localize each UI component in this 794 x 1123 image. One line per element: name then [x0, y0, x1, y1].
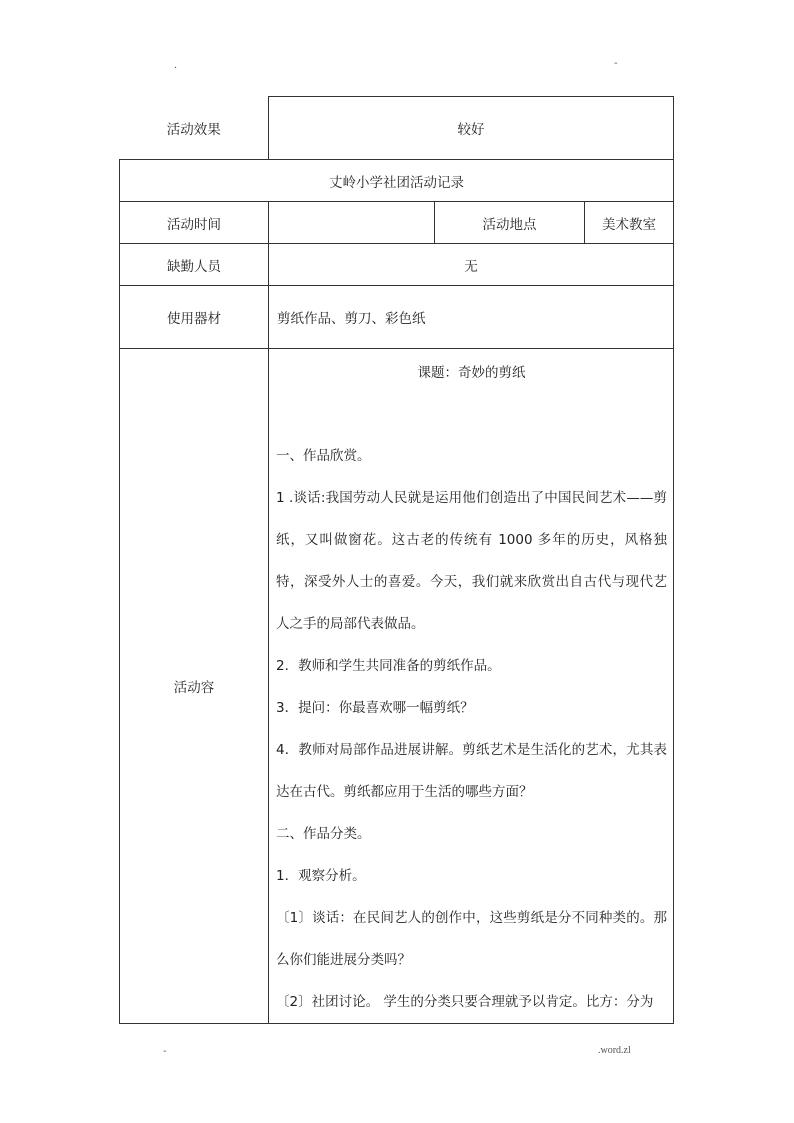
- paragraph: 3．提问：你最喜欢哪一幅剪纸？: [276, 700, 474, 716]
- place-label: 活动地点: [435, 202, 585, 244]
- place-value: 美术教室: [585, 202, 674, 244]
- content-body: [276, 363, 667, 1023]
- paragraph: 1 .谈话:我国劳动人民就是运用他们创造出了中国民间艺术——剪纸，又叫做窗花。这古老的传统有 1000 多年的历史，风格独特，深受外人士的喜爱。今天，我们就来欣赏出自古代与现代艺人之手的局部代表做品。: [276, 490, 668, 632]
- effect-label: 活动效果: [120, 97, 269, 160]
- absent-value: 无: [269, 244, 674, 286]
- content-label: 活动容: [120, 349, 269, 1024]
- time-value: [269, 202, 435, 244]
- header-right-mark: -: [614, 58, 618, 69]
- effect-value: 较好: [269, 97, 674, 160]
- footer-left-mark: -: [163, 1046, 167, 1057]
- time-label: 活动时间: [120, 202, 269, 244]
- paragraph: 1．观察分析。: [276, 868, 366, 884]
- paragraph: 〔1〕谈话：在民间艺人的创作中，这些剪纸是分不同种类的。那么你们能进展分类吗？: [276, 910, 668, 968]
- equipment-value: 剪纸作品、剪刀、彩色纸: [269, 286, 674, 349]
- paragraph: 二、作品分类。: [276, 826, 371, 842]
- paragraph: 2．教师和学生共同准备的剪纸作品。: [276, 658, 501, 674]
- equipment-label: 使用器材: [120, 286, 269, 349]
- lesson-title: 课题：奇妙的剪纸: [417, 365, 526, 381]
- header-left-mark: .: [174, 60, 178, 71]
- content-cell: [269, 349, 674, 1024]
- paragraph: 一、作品欣赏。: [276, 448, 371, 464]
- footer-source: .word.zl: [598, 1045, 631, 1056]
- paragraph: 〔2〕社团讨论。 学生的分类只要合理就予以肯定。比方：分为: [276, 994, 654, 1010]
- paragraph: 4．教师对局部作品进展讲解。剪纸艺术是生活化的艺术，尤其表达在古代。剪纸都应用于生活的哪些方面？: [276, 742, 668, 800]
- absent-label: 缺勤人员: [120, 244, 269, 286]
- activity-record-table: [119, 96, 674, 1024]
- record-title: 丈岭小学社团活动记录: [120, 160, 674, 202]
